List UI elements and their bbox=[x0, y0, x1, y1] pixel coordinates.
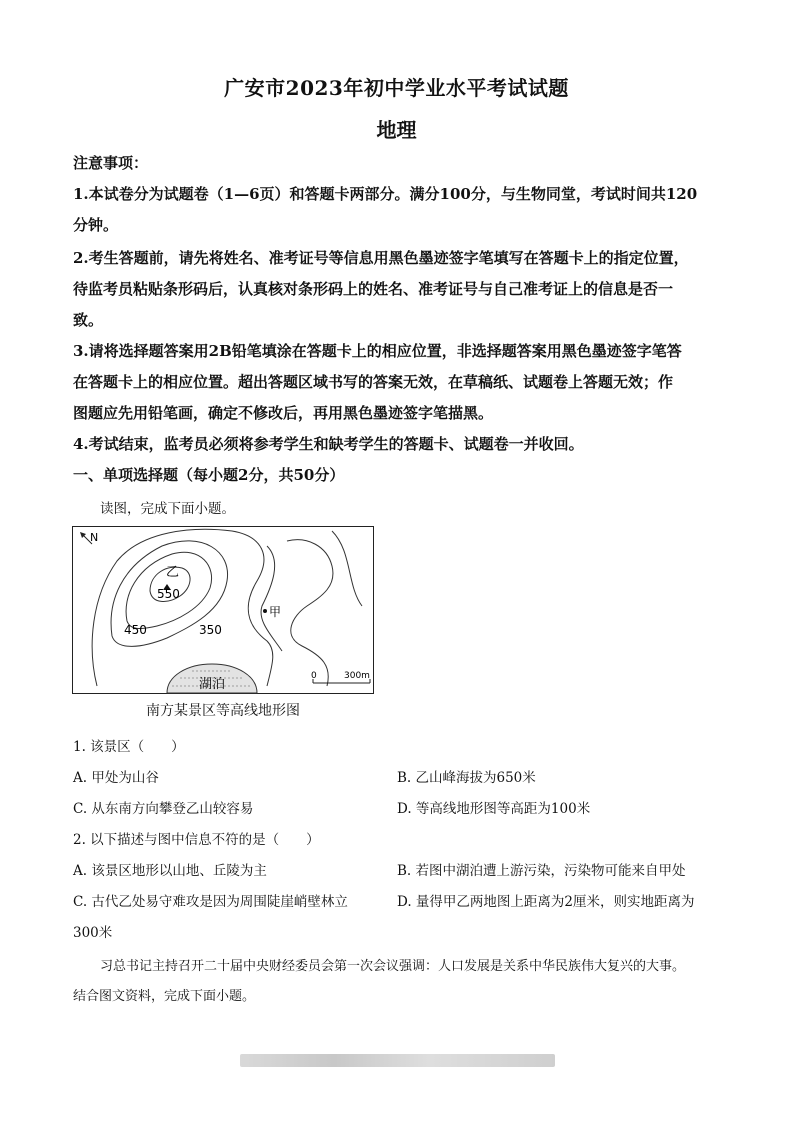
q1-option-b: B. 乙山峰海拔为650米 bbox=[397, 770, 536, 786]
notice-line: 3.请将选择题答案用2B铅笔填涂在答题卡上的相应位置，非选择题答案用黑色墨迹签字笔答 bbox=[73, 342, 682, 360]
map-caption: 南方某景区等高线地形图 bbox=[146, 703, 300, 719]
q2-stem: 2. 以下描述与图中信息不符的是（ ） bbox=[73, 832, 320, 848]
subject-title: 地理 bbox=[376, 118, 417, 142]
notice-heading: 注意事项： bbox=[73, 154, 149, 172]
exam-title: 广安市2023年初中学业水平考试试题 bbox=[224, 76, 569, 100]
contour-label-350: 350 bbox=[199, 623, 222, 637]
contour-map bbox=[72, 526, 374, 694]
point-jia-marker bbox=[263, 609, 267, 613]
notice-line: 分钟。 bbox=[73, 216, 119, 234]
scale-end: 300m bbox=[344, 671, 370, 681]
question-intro: 读图，完成下面小题。 bbox=[100, 501, 235, 517]
q2-option-b: B. 若图中湖泊遭上游污染，污染物可能来自甲处 bbox=[397, 863, 686, 879]
blurred-footer bbox=[240, 1054, 555, 1067]
q2-option-a: A. 该景区地形以山地、丘陵为主 bbox=[73, 863, 267, 879]
scale-zero: 0 bbox=[311, 671, 317, 681]
peak-label: 乙 bbox=[166, 565, 180, 580]
notice-line: 2.考生答题前，请先将姓名、准考证号等信息用黑色墨迹签字笔填写在答题卡上的指定位置， bbox=[73, 249, 689, 267]
lake-label: 湖泊 bbox=[199, 677, 226, 692]
north-label: N bbox=[90, 531, 99, 544]
contour-map-figure bbox=[72, 526, 374, 694]
contour-label-550: 550 bbox=[157, 587, 180, 601]
q1-option-d: D. 等高线地形图等高距为100米 bbox=[397, 801, 591, 817]
q1-stem: 1. 该景区（ ） bbox=[73, 739, 185, 755]
notice-line: 待监考员粘贴条形码后，认真核对条形码上的姓名、准考证号与自己准考证上的信息是否一 bbox=[73, 280, 674, 298]
q2-option-c: C. 古代乙处易守难攻是因为周围陡崖峭壁林立 bbox=[73, 894, 348, 910]
section-heading: 一、单项选择题（每小题2分，共50分） bbox=[73, 466, 345, 484]
notice-line: 1.本试卷分为试题卷（1—6页）和答题卡两部分。满分100分，与生物同堂，考试时间共120 bbox=[73, 185, 698, 203]
q1-option-c: C. 从东南方向攀登乙山较容易 bbox=[73, 801, 254, 817]
notice-line: 致。 bbox=[73, 311, 104, 329]
q1-option-a: A. 甲处为山谷 bbox=[73, 770, 159, 786]
passage-line: 结合图文资料，完成下面小题。 bbox=[73, 989, 256, 1004]
q2-option-d-continued: 300米 bbox=[73, 925, 113, 941]
q2-option-d: D. 量得甲乙两地图上距离为2厘米，则实地距离为 bbox=[397, 894, 695, 910]
contour-label-450: 450 bbox=[124, 623, 147, 637]
notice-line: 图题应先用铅笔画，确定不修改后，再用黑色墨迹签字笔描黑。 bbox=[73, 404, 494, 422]
point-jia-label: 甲 bbox=[269, 605, 282, 619]
notice-line: 在答题卡上的相应位置。超出答题区域书写的答案无效，在草稿纸、试题卷上答题无效；作 bbox=[73, 373, 674, 391]
notice-line: 4.考试结束，监考员必须将参考学生和缺考学生的答题卡、试题卷一并收回。 bbox=[73, 435, 584, 453]
passage-line: 习总书记主持召开二十届中央财经委员会第一次会议强调：人口发展是关系中华民族伟大复兴的大事。 bbox=[100, 959, 686, 974]
